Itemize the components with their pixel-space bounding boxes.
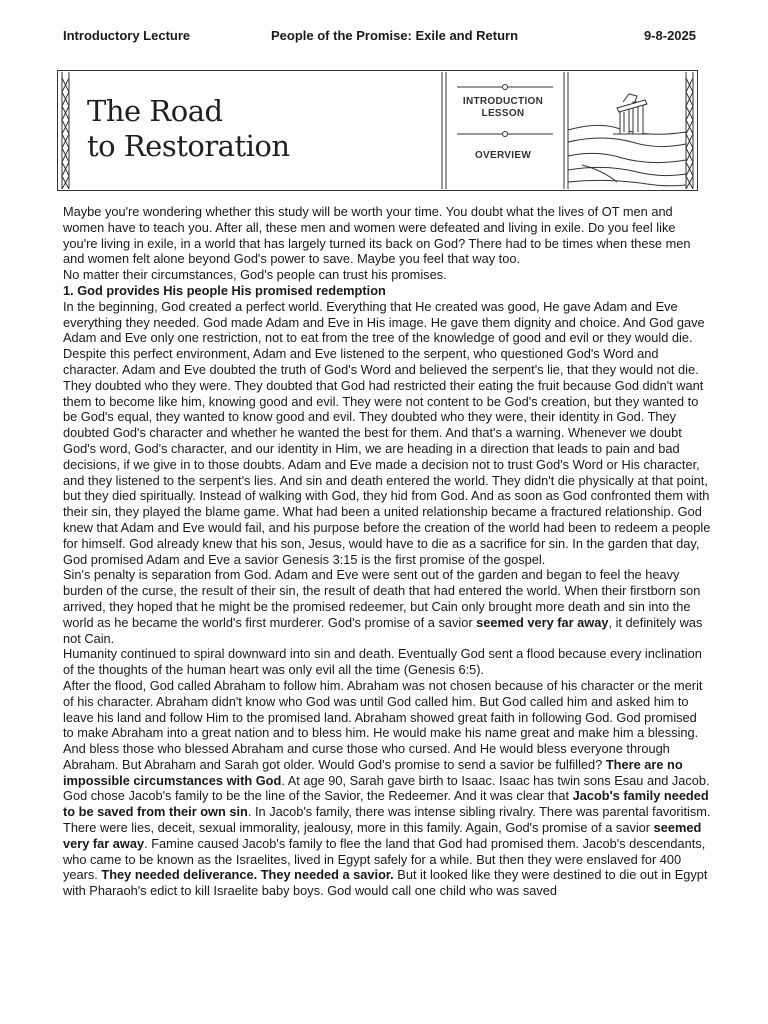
creation-paragraph: In the beginning, God created a perfect world. Everything that He created was good, He gave Adam and Eve everything they needed. God made Adam and Eve in His image. He gave them dignity and choice. And God gave Adam and Eve only one restriction, not to eat from the tree of the knowledge of good and evil or they would die. Despite this perfect environment, Adam and Eve listened to the serpent, who questioned God's Word and character. Adam and Eve doubted the truth of God's Word and believed the serpent's lie, that they would not die. They doubted who they were. They doubted that God had restricted their eating the fruit because God didn't want them to become like him, knowing good and evil. They were not content to be God's creation, but they wanted to be God's equal, they wanted to know good and evil. They doubted who they were, their identity in God. They doubted God's character and whether he wanted the best for them. And that's a warning. Whenever we doubt God's word, God's character, and our identity in Him, we are heading in a direction that leads to pain and bad decisions, if we give in to those doubts. Adam and Eve made a decision not to trust God's Word or His character, and they listened to the serpent's lies. And sin and death entered the world. They didn't die physically at that point, but they died spiritually. Instead of walking with God, they hid from God. And as soon as God confronted them with their sin, they played the blame game. What had been a united relationship became a fractured relationship. God knew that Adam and Eve would fail, and his purpose before the creation of the world had been to redeem a people for himself. God already knew that his son, Jesus, would have to die as a sacrifice for sin. In the garden that day, God promised Adam and Eve a savior Genesis 3:15 is the first promise of the gospel. (63, 298, 711, 567)
text-run: , it definitely was not Cain. (63, 614, 703, 646)
flood-paragraph: Humanity continued to spiral downward into sin and death. Eventually God sent a flood because every inclination of the thoughts of the human heart was only evil all the time (Genesis 6:5). (63, 646, 702, 678)
section-heading-1 (63, 283, 711, 299)
text-run: After the flood, God called Abraham to follow him. Abraham was not chosen because of his character or the merit of his character. Abraham didn't know who God was until God called him. But God called him and asked him to leave his land and follow Him to the promised land. Abraham showed great faith in following God. God promised to make Abraham into a great nation and to bless him. He would make his name great and make him a blessing. And bless those who blessed Abraham and curse those who cursed. And He would bless everyone through Abraham. But Abraham and Sarah got older. Would God's promise to send a savior be fulfilled? (63, 677, 703, 772)
banner-title-line-2: to Restoration (87, 129, 290, 163)
lesson-label-line-2: LESSON (481, 108, 525, 119)
overview-label: OVERVIEW (474, 150, 532, 161)
text-run: But it looked like they were destined to die out in Egypt with Pharaoh's edict to kill Israelite baby boys. God would call one child who was saved (63, 867, 708, 899)
emphasis-run: seemed very far away (476, 614, 609, 630)
banner-title (87, 94, 290, 164)
emphasis-run: There are no impossible circumstances with God (63, 756, 683, 788)
lesson-banner (57, 70, 698, 191)
intro-paragraph: Maybe you're wondering whether this study will be worth your time. You doubt what the lives of OT men and women have to teach you. After all, these men and women were defeated and living in exile. Do you feel like you're living in exile, in a world that has largely turned its back on God? There had to be times when these men and women felt alone beyond God's power to save. Maybe you feel that way too. (63, 204, 691, 267)
text-run: . Famine caused Jacob's family to flee the land that God had promised them. Jacob's descendants, who came to be known as the Israelites, lived in Egypt safely for a while. But then they were enslaved for 400 years. (63, 835, 706, 883)
header-series-title: People of the Promise: Exile and Return (271, 28, 519, 43)
section-heading-text: 1. God provides His people His promised redemption (63, 282, 386, 298)
emphasis-run: seemed very far away (63, 820, 702, 851)
emphasis-run: Jacob's family needed to be saved from their own sin (63, 788, 709, 820)
lesson-label-line-1: INTRODUCTION (462, 96, 544, 107)
banner-title-line-1: The Road (87, 94, 223, 128)
header-course: Introductory Lecture (63, 28, 191, 43)
text-run: Sin's penalty is separation from God. Adam and Eve were sent out of the garden and began to feel the heavy burden of the curse, the result of their sin, the result of death that had entered the world. When their firstborn son arrived, they hoped that he might be the promised redeemer, but Cain only brought more death and sin into the world as he became the world's first murderer. God's promise of a savior (63, 567, 701, 630)
lesson-label (453, 96, 553, 120)
text-run: . In Jacob's family, there was intense sibling rivalry. There was parental favoritism. There were lies, deceit, sexual immorality, jealousy, more in this family. Again, God's promise of a savior (63, 804, 711, 836)
separation-paragraph (63, 567, 711, 646)
abraham-paragraph (63, 678, 711, 899)
emphasis-run: They needed deliverance. They needed a savior. (101, 867, 394, 883)
header-date: 9-8-2025 (643, 28, 696, 43)
text-run: . At age 90, Sarah gave birth to Isaac. Isaac has twin sons Esau and Jacob. God chose Jacob's family to be the line of the Savior, the Redeemer. And it was clear that (63, 772, 710, 804)
thesis-statement: No matter their circumstances, God's people can trust his promises. (63, 267, 447, 283)
lecture-body (63, 204, 711, 899)
